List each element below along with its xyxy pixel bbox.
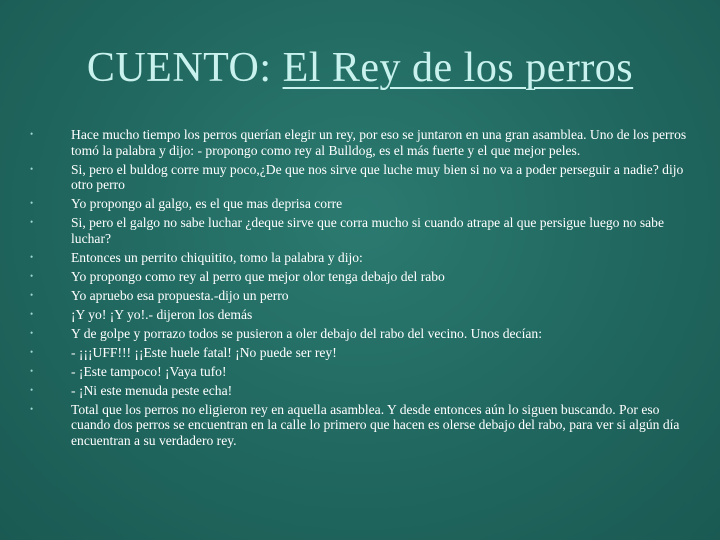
story-paragraph [30, 345, 690, 361]
paragraph-text: Hace mucho tiempo los perros querían elegir un rey, por eso se juntaron en una gran asamblea. Uno de los perros tomó la palabra y dijo: - propongo como rey al Bulldog, es el más fuerte y el que mejor peles. [71, 127, 687, 158]
bullet-icon: • [30, 163, 34, 174]
bullet-icon: • [30, 289, 34, 300]
bullet-icon: • [30, 251, 34, 262]
story-bullet-list [30, 127, 690, 452]
story-paragraph [30, 288, 690, 304]
story-paragraph [30, 383, 690, 399]
bullet-icon: • [30, 308, 34, 319]
bullet-icon: • [30, 129, 34, 139]
paragraph-text: Yo apruebo esa propuesta.-dijo un perro [71, 287, 289, 303]
paragraph-text: Yo propongo como rey al perro que mejor olor tenga debajo del rabo [71, 268, 445, 284]
bullet-icon: • [30, 270, 34, 281]
paragraph-text: Yo propongo al galgo, es el que mas deprisa corre [71, 196, 343, 212]
story-paragraph [30, 326, 690, 342]
story-paragraph [30, 364, 690, 380]
paragraph-text: Total que los perros no eligieron rey en aquella asamblea. Y desde entonces aún lo siguen buscando. Por eso cuando dos perros se encuentran en la calle lo primero que hacen es olerse debajo del rabo, para ver si algún día encuentran a su verdadero rey. [71, 401, 680, 448]
story-paragraph [30, 307, 690, 323]
bullet-icon: • [30, 384, 34, 395]
paragraph-text: ¡Y yo! ¡Y yo!.- dijeron los demás [71, 306, 253, 322]
story-paragraph [30, 162, 690, 193]
story-paragraph [30, 269, 690, 285]
story-paragraph [30, 250, 690, 266]
paragraph-text: Y de golpe y porrazo todos se pusieron a oler debajo del rabo del vecino. Unos decían: [71, 325, 542, 341]
bullet-icon: • [30, 365, 34, 376]
title-main: El Rey de los perros [282, 45, 634, 91]
bullet-icon: • [30, 327, 34, 338]
story-paragraph [30, 402, 690, 449]
story-paragraph [30, 127, 690, 158]
story-paragraph [30, 196, 690, 212]
bullet-icon: • [30, 346, 34, 357]
slide-title [0, 42, 720, 94]
bullet-icon: • [30, 403, 34, 414]
paragraph-text: Entonces un perrito chiquitito, tomo la palabra y dijo: [71, 249, 363, 265]
paragraph-text: Si, pero el galgo no sabe luchar ¿deque sirve que corra mucho si cuando atrape al que persigue luego no sabe luchar? [71, 215, 665, 246]
paragraph-text: - ¡¡¡UFF!!! ¡¡Este huele fatal! ¡No puede ser rey! [71, 344, 337, 360]
title-prefix: CUENTO: [86, 45, 283, 91]
paragraph-text: - ¡Este tampoco! ¡Vaya tufo! [71, 363, 227, 379]
bullet-icon: • [30, 217, 34, 228]
bullet-icon: • [30, 198, 34, 209]
story-paragraph [30, 215, 690, 246]
paragraph-text: - ¡Ni este menuda peste echa! [71, 382, 233, 398]
paragraph-text: Si, pero el buldog corre muy poco,¿De que nos sirve que luche muy bien si no va a poder perseguir a nadie? dijo otro perro [71, 161, 684, 193]
